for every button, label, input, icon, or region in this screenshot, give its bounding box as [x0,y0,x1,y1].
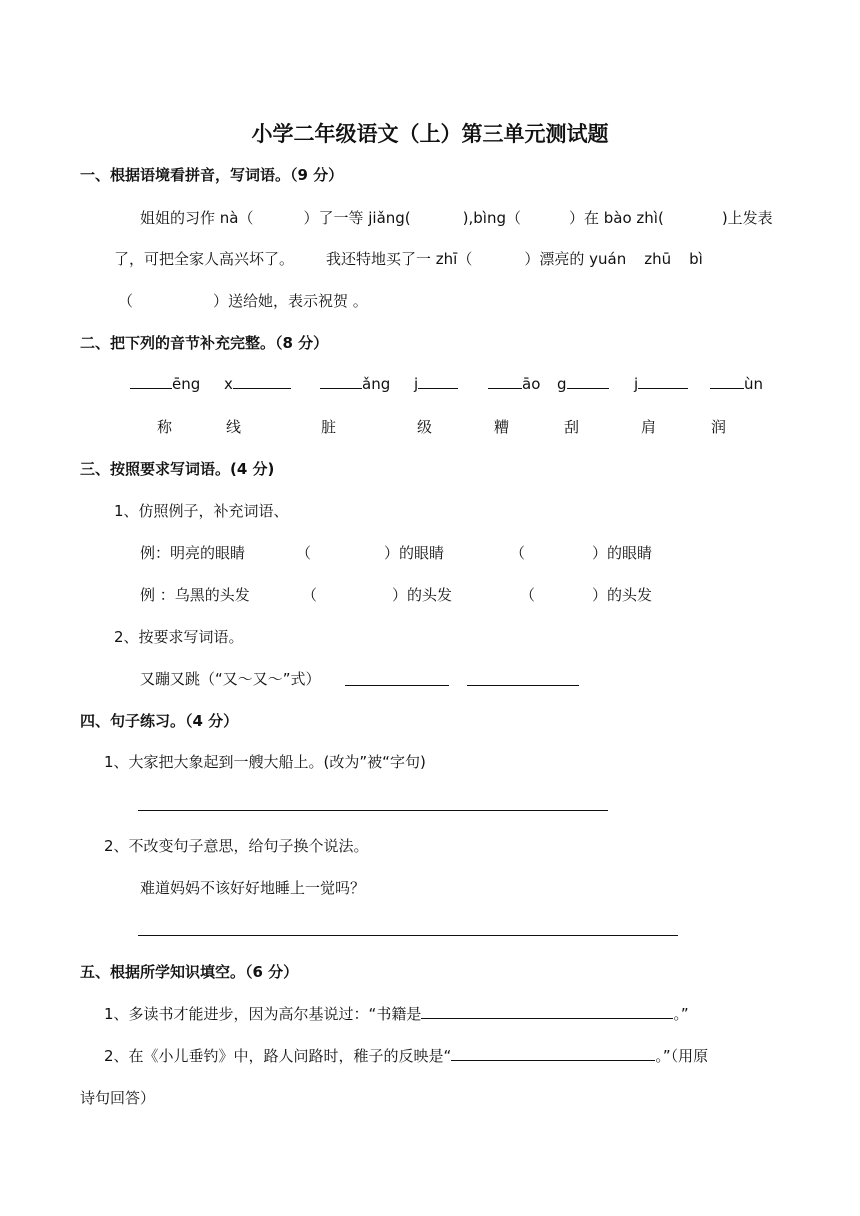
s1-l1-seg-2: ）了一等 jiǎng( [303,209,411,227]
s3-example-1: 例：明亮的眼睛 [140,544,246,562]
s1-l1-seg-3: ),bìng（ [462,209,521,227]
s4-q1: 1、大家把大象起到一艘大船上。(改为”被“字句) [104,753,426,771]
hanzi-char: 脏 [321,418,337,436]
s1-line-3 [118,290,368,311]
s4-q2-text: 难道妈妈不该好好地睡上一觉吗？ [140,879,366,897]
syllable-item[interactable]: āo [488,374,540,393]
s3-ex1-suffix: ）的眼睛 [592,544,653,562]
answer-blank[interactable]: （ [296,544,312,562]
section-5-heading: 五、根据所学知识填空。（6 分） [80,963,299,981]
s1-line-1 [140,207,773,228]
s1-l3-seg-1: （ [118,292,134,310]
answer-line[interactable] [138,810,608,811]
hanzi-char: 糟 [494,418,510,436]
s3-ex2-suffix: ）的头发 [592,586,653,604]
s3-q1: 1、仿照例子，补充词语、 [114,502,289,520]
hanzi-char: 线 [226,418,242,436]
hanzi-char: 润 [711,418,727,436]
s1-l2-seg-3: ）漂亮的 yuán [524,250,627,268]
answer-blank[interactable]: （ [302,586,318,604]
s3-q2: 2、按要求写词语。 [114,628,244,646]
s1-l1-seg-4: ）在 bào zhì( [569,209,664,227]
syllable-item[interactable]: j [634,374,688,393]
s3-ex1-suffix: ）的眼睛 [384,544,445,562]
s1-l1-seg-1: 姐姐的习作 nà（ [140,209,254,227]
s1-line-2 [114,248,703,269]
syllable-item[interactable]: j [414,374,458,393]
hanzi-char: 肩 [641,418,657,436]
answer-line[interactable] [345,685,449,686]
syllable-item[interactable]: ǎng [320,374,390,393]
s1-l2-seg-2: 我还特地买了一 zhī（ [326,250,473,268]
s1-l2-seg-1: 了，可把全家人高兴坏了。 [114,250,295,268]
s5-q1: 1、多读书才能进步，因为高尔基说过：“书籍是 。” [104,1005,689,1023]
answer-blank[interactable]: （ [510,544,526,562]
hanzi-char: 级 [417,418,433,436]
answer-line[interactable] [138,935,678,936]
s5-q2-cont: 诗句回答） [80,1089,156,1107]
answer-blank[interactable] [421,1004,673,1019]
answer-blank[interactable]: （ [520,586,536,604]
s3-q2-text: 又蹦又跳（“又～又～”式） [140,670,321,688]
section-3-heading: 三、按照要求写词语。(4 分) [80,460,275,478]
hanzi-char: 称 [157,418,173,436]
s1-l2-seg-5: bì [689,250,703,268]
section-4-heading: 四、句子练习。（4 分） [80,712,239,730]
syllable-item[interactable]: g [557,374,609,393]
syllable-item[interactable]: ēng [130,374,200,393]
s1-l1-seg-5: )上发表 [721,209,773,227]
syllable-item[interactable]: ùn [710,374,763,393]
s5-q2: 2、在《小儿垂钓》中，路人问路时，稚子的反映是“ 。”（用原 [104,1047,709,1065]
answer-line[interactable] [467,685,579,686]
section-1-heading: 一、根据语境看拼音，写词语。（9 分） [80,166,344,184]
s1-l2-seg-4: zhū [644,250,672,268]
s3-ex2-suffix: ）的头发 [392,586,453,604]
hanzi-char: 刮 [564,418,580,436]
s1-l3-seg-2: ）送给她，表示祝贺 。 [213,292,368,310]
answer-blank[interactable] [451,1046,655,1061]
s3-example-2: 例 ：乌黑的头发 [140,586,250,604]
section-2-heading: 二、把下列的音节补充完整。（8 分） [80,334,329,352]
s4-q2: 2、不改变句子意思，给句子换个说法。 [104,837,369,855]
page-title: 小学二年级语文（上）第三单元测试题 [251,122,609,146]
syllable-item[interactable]: x [224,374,291,393]
